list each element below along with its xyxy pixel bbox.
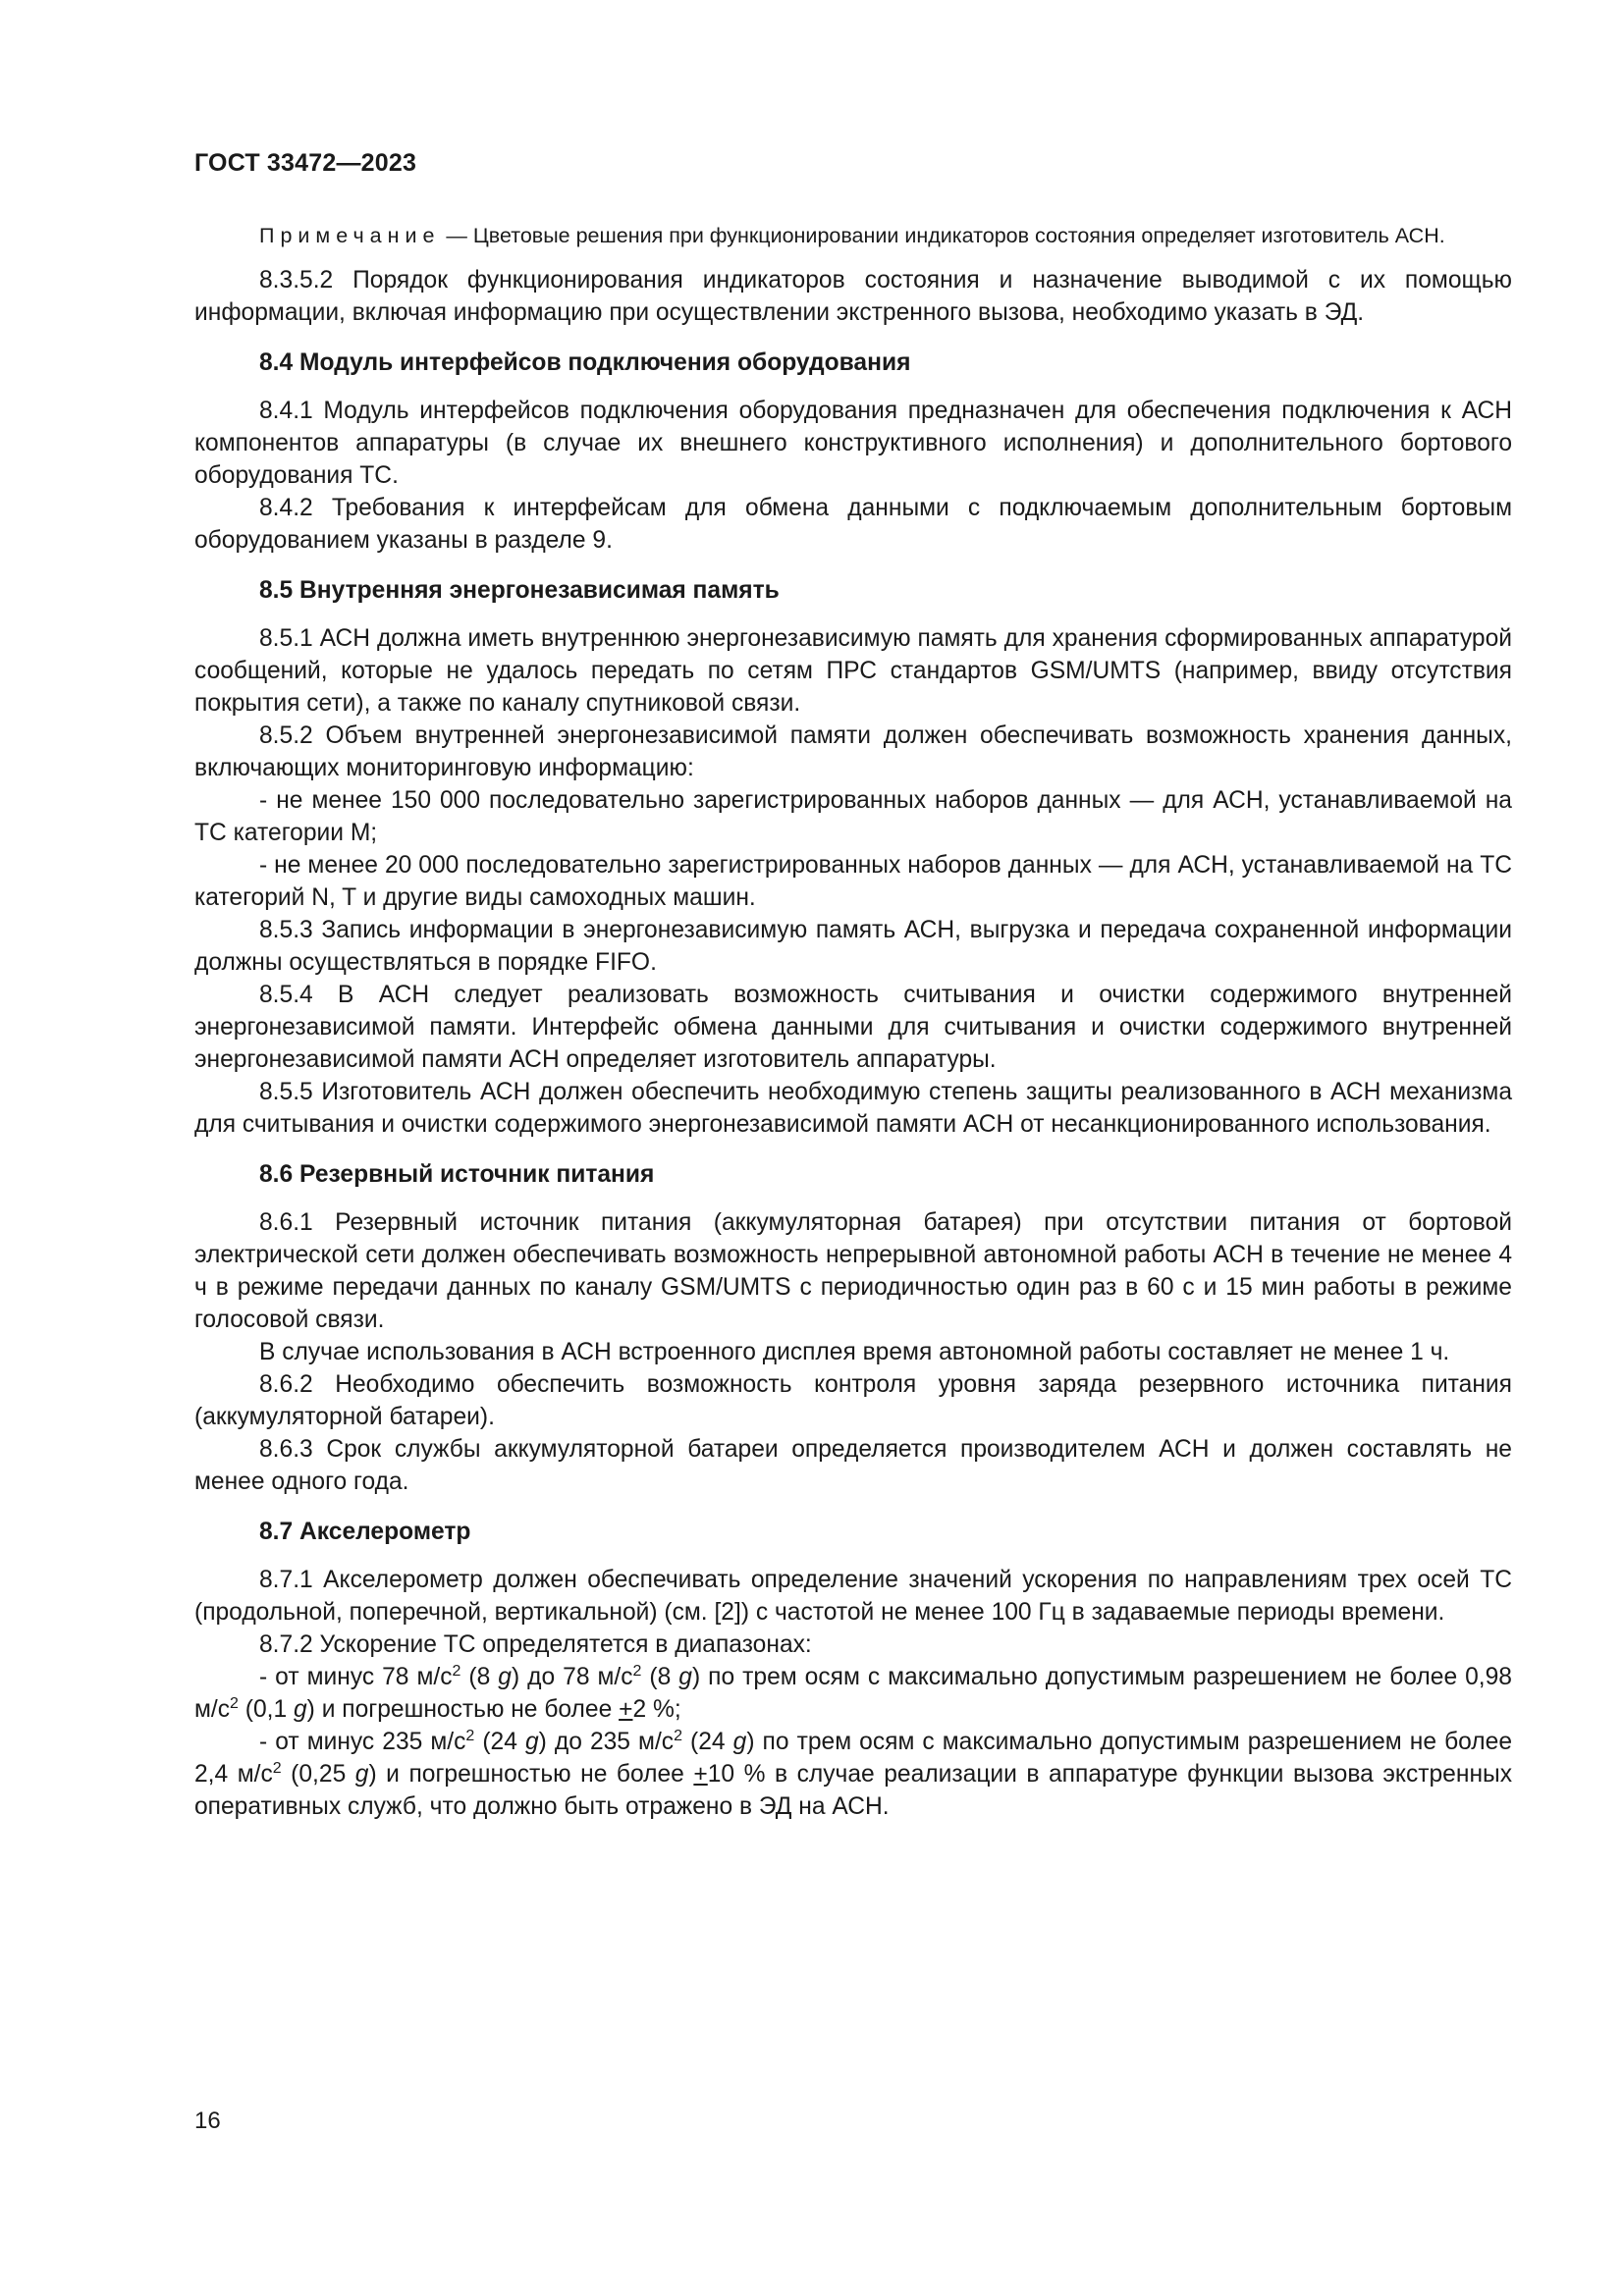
paragraph-8-7-1: 8.7.1 Акселерометр должен обеспечивать определение значений ускорения по направлениям трех осей ТС (продольной, поперечной, вертикальной) (см. [2]) с частотой не менее 100 Гц в задаваемые периоды времени.: [194, 1567, 1512, 1626]
document-header: ГОСТ 33472—2023: [194, 149, 417, 177]
page-number: 16: [194, 2108, 221, 2134]
list-item-8-5-2-b: - не менее 20 000 последовательно зарегистрированных наборов данных — для АСН, устанавливаемой на ТС категорий N, T и другие виды самоходных машин.: [194, 852, 1512, 911]
paragraph-8-6-3: 8.6.3 Срок службы аккумуляторной батареи определяется производителем АСН и должен составлять не менее одного года.: [194, 1436, 1512, 1495]
paragraph-8-6-1: 8.6.1 Резервный источник питания (аккумуляторная батарея) при отсутствии питания от бортовой электрической сети должен обеспечивать возможность непрерывной автономной работы АСН в течение не менее 4 ч в режиме передачи данных по каналу GSM/UMTS с периодичностью один раз в 60 с и 15 мин работы в режиме голосовой связи.: [194, 1209, 1512, 1333]
paragraph-8-5-2: 8.5.2 Объем внутренней энергонезависимой памяти должен обеспечивать возможность хранения данных, включающих мониторинговую информацию:: [194, 722, 1512, 781]
section-title-8-7: 8.7 Акселерометр: [259, 1519, 471, 1545]
section-title-8-4: 8.4 Модуль интерфейсов подключения оборудования: [259, 349, 911, 376]
paragraph-8-5-4: 8.5.4 В АСН следует реализовать возможность считывания и очистки содержимого внутренней энергонезависимой памяти. Интерфейс обмена данными для считывания и очистки содержимого внутренней энергонезависимой памяти АСН определяет изготовитель аппаратуры.: [194, 982, 1512, 1073]
list-item-8-7-2-a: - от минус 78 $м/с^2$ (8 g) до 78 $м/с^2$ (8 g) по трем осям с максимально допустимым разрешением не более 0,98 $м/с^2$ (0,1 g) и погрешностью не более +2 %;: [194, 1662, 1512, 1723]
paragraph-8-4-2: 8.4.2 Требования к интерфейсам для обмена данными с подключаемым дополнительным бортовым оборудованием указаны в разделе 9.: [194, 495, 1512, 554]
paragraph-8-7-2: 8.7.2 Ускорение ТС определятется в диапазонах:: [259, 1631, 812, 1658]
paragraph-8-6-1-display: В случае использования в АСН встроенного дисплея время автономной работы составляет не менее 1 ч.: [259, 1339, 1450, 1365]
note-label: Примечание: [259, 224, 441, 247]
note: [194, 221, 1512, 250]
list-item-8-7-2-b: - от минус 235 $м/с^2$ (24 g) до 235 $м/с^2$ (24 g) по трем осям с максимально допустимым разрешением не более 2,4 $м/с^2$ (0,25 g) и погрешностью не более +10 % в случае реализации в аппаратуре функции вызова экстренных оперативных служб, что должно быть отражено в ЭД на АСН.: [194, 1727, 1512, 1820]
section-title-8-6: 8.6 Резервный источник питания: [259, 1161, 655, 1188]
document-body: [194, 221, 1512, 1823]
paragraph-8-5-3: 8.5.3 Запись информации в энергонезависимую память АСН, выгрузка и передача сохраненной информации должны осуществляться в порядке FIFO.: [194, 917, 1512, 976]
paragraph-8-4-1: 8.4.1 Модуль интерфейсов подключения оборудования предназначен для обеспечения подключения к АСН компонентов аппаратуры (в случае их внешнего конструктивного исполнения) и дополнительного бортового оборудования ТС.: [194, 398, 1512, 489]
paragraph-8-6-2: 8.6.2 Необходимо обеспечить возможность контроля уровня заряда резервного источника питания (аккумуляторной батареи).: [194, 1371, 1512, 1430]
paragraph-8-5-1: 8.5.1 АСН должна иметь внутреннюю энергонезависимую память для хранения сформированных аппаратурой сообщений, которые не удалось передать по сетям ПРС стандартов GSM/UMTS (например, ввиду отсутствия покрытия сети), а также по каналу спутниковой связи.: [194, 625, 1512, 717]
section-title-8-5: 8.5 Внутренняя энергонезависимая память: [259, 577, 780, 604]
paragraph-8-3-5-2: 8.3.5.2 Порядок функционирования индикаторов состояния и назначение выводимой с их помощью информации, включая информацию при осуществлении экстренного вызова, необходимо указать в ЭД.: [194, 267, 1512, 326]
note-text: — Цветовые решения при функционировании индикаторов состояния определяет изготовитель АСН.: [440, 224, 1445, 247]
paragraph-8-5-5: 8.5.5 Изготовитель АСН должен обеспечить необходимую степень защиты реализованного в АСН механизма для считывания и очистки содержимого энергонезависимой памяти АСН от несанкционированного использования.: [194, 1079, 1512, 1138]
list-item-8-5-2-a: - не менее 150 000 последовательно зарегистрированных наборов данных — для АСН, устанавливаемой на ТС категории М;: [194, 787, 1512, 846]
